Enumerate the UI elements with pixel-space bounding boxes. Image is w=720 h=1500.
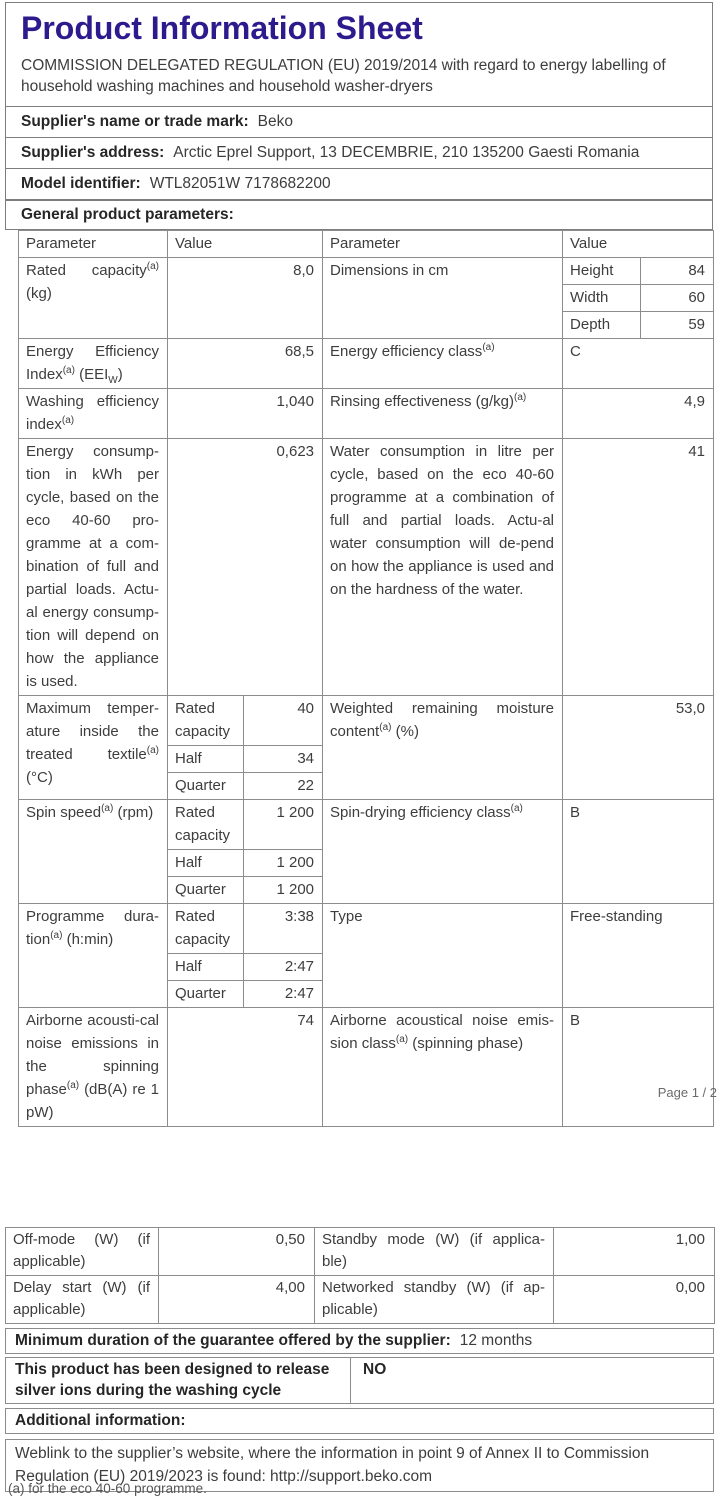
param-rated-capacity bbox=[19, 258, 168, 339]
sub-value-half: 34 bbox=[244, 746, 323, 773]
silver-ions-value: NO bbox=[363, 1361, 387, 1378]
value-washing-index: 1,040 bbox=[168, 389, 323, 439]
header-box bbox=[5, 2, 713, 200]
general-parameters-table bbox=[18, 230, 714, 1127]
value-standby: 1,00 bbox=[554, 1228, 715, 1276]
footnote-ref: (a) bbox=[66, 1080, 80, 1091]
supplier-address-row bbox=[6, 137, 712, 168]
footnote-ref: (a) bbox=[514, 392, 527, 403]
guarantee-value: 12 months bbox=[459, 1332, 533, 1349]
dim-value-height: 84 bbox=[641, 258, 714, 285]
value-delay-start: 4,00 bbox=[159, 1276, 315, 1324]
lower-section bbox=[5, 1227, 714, 1492]
row-energy-consumption bbox=[19, 439, 714, 696]
sub-label-rated: Rated capacity bbox=[168, 800, 244, 850]
label-text: Rinsing effectiveness (g/kg) bbox=[330, 393, 514, 410]
param-delay-start: Delay start (W) (if applicable) bbox=[6, 1276, 159, 1324]
label-text: Spin speed bbox=[26, 804, 102, 821]
table-header-row bbox=[19, 231, 714, 258]
param-off-mode: Off-mode (W) (if applicable) bbox=[6, 1228, 159, 1276]
param-moisture bbox=[323, 696, 563, 800]
param-spin-speed bbox=[19, 800, 168, 904]
sub-value-rated: 1 200 bbox=[244, 800, 323, 850]
param-energy-consumption: Energy consump-tion in kWh per cycle, based on the eco 40-60 pro-gramme at a com-bination of full and partial loads. Actu-al energy consump-tion will depend on how the appliance is used. bbox=[19, 439, 168, 696]
label-text: (rpm) bbox=[113, 804, 154, 821]
param-rinsing bbox=[323, 389, 563, 439]
silver-ions-label: This product has been designed to release silver ions during the washing cycle bbox=[6, 1358, 351, 1403]
footnote-ref: (a) bbox=[146, 261, 159, 272]
footnote-ref: (a) bbox=[379, 722, 392, 733]
value-water-consumption: 41 bbox=[563, 439, 714, 696]
dim-label-height: Height bbox=[563, 258, 641, 285]
subscript-w: W bbox=[108, 375, 118, 386]
label-text: ) bbox=[117, 366, 123, 383]
param-eei bbox=[19, 339, 168, 389]
sub-label-rated: Rated capacity bbox=[168, 696, 244, 746]
sub-value-half: 2:47 bbox=[244, 954, 323, 981]
value-off-mode: 0,50 bbox=[159, 1228, 315, 1276]
sub-value-quarter: 2:47 bbox=[244, 981, 323, 1008]
param-max-temperature bbox=[19, 696, 168, 800]
row-programme-duration bbox=[19, 904, 714, 954]
sub-value-quarter: 1 200 bbox=[244, 877, 323, 904]
value-energy-consumption: 0,623 bbox=[168, 439, 323, 696]
sub-label-half: Half bbox=[168, 954, 244, 981]
param-type: Type bbox=[323, 904, 563, 1008]
footnote-ref: (a) bbox=[510, 803, 523, 814]
row-max-temperature bbox=[19, 696, 714, 746]
param-washing-index bbox=[19, 389, 168, 439]
label-text: (spinning phase) bbox=[408, 1035, 524, 1052]
sub-label-quarter: Quarter bbox=[168, 981, 244, 1008]
footnote-ref: (a) bbox=[62, 365, 75, 376]
value-noise: 74 bbox=[168, 1008, 323, 1127]
supplier-name-value: Beko bbox=[257, 113, 293, 130]
param-energy-class bbox=[323, 339, 563, 389]
page-indicator: Page 1 / 2 bbox=[657, 1085, 717, 1100]
param-standby: Standby mode (W) (if applica-ble) bbox=[315, 1228, 554, 1276]
sub-label-rated: Rated capacity bbox=[168, 904, 244, 954]
title-section bbox=[6, 3, 712, 106]
sub-label-quarter: Quarter bbox=[168, 773, 244, 800]
param-water-consumption: Water consumption in litre per cycle, based on the eco 40-60 programme at a combination of full and partial loads. Actu-al water consumption will de-pend on how the appliance is used and on the hardness of the water. bbox=[323, 439, 563, 696]
supplier-name-row bbox=[6, 106, 712, 137]
param-duration bbox=[19, 904, 168, 1008]
header-parameter-left: Parameter bbox=[19, 231, 168, 258]
label-text: (%) bbox=[391, 723, 419, 740]
dim-value-depth: 59 bbox=[641, 312, 714, 339]
label-text: (kg) bbox=[26, 285, 52, 302]
sub-label-quarter: Quarter bbox=[168, 877, 244, 904]
supplier-name-label: Supplier's name or trade mark: bbox=[21, 113, 249, 130]
model-identifier-row bbox=[6, 168, 712, 199]
label-text: Maximum temper-ature inside the treated textile bbox=[26, 700, 159, 763]
label-text: Airborne acousti-cal noise emissions in the spinning phase bbox=[26, 1012, 159, 1098]
label-text: Weighted remaining moisture content bbox=[330, 700, 555, 740]
model-identifier-value: WTL82051W 7178682200 bbox=[149, 175, 331, 192]
row-off-mode bbox=[6, 1228, 715, 1276]
value-rinsing: 4,9 bbox=[563, 389, 714, 439]
silver-ions-row bbox=[5, 1357, 714, 1404]
value-spin-class: B bbox=[563, 800, 714, 904]
sub-value-quarter: 22 bbox=[244, 773, 323, 800]
footnote-ref: (a) bbox=[395, 1034, 409, 1045]
regulation-text: COMMISSION DELEGATED REGULATION (EU) 2019/2014 with regard to energy labelling of household washing machines and household washer-dryers bbox=[21, 57, 666, 95]
value-eei: 68,5 bbox=[168, 339, 323, 389]
param-dimensions: Dimensions in cm bbox=[323, 258, 563, 339]
additional-information-row: Additional information: bbox=[5, 1408, 714, 1434]
footnote-ref: (a) bbox=[482, 342, 495, 353]
label-text: Airborne acoustical noise emis-sion class bbox=[330, 1012, 555, 1052]
dim-label-depth: Depth bbox=[563, 312, 641, 339]
row-washing-efficiency bbox=[19, 389, 714, 439]
general-parameters-table-wrap bbox=[18, 230, 714, 1127]
sub-label-half: Half bbox=[168, 850, 244, 877]
label-text: Rated capacity bbox=[26, 262, 147, 279]
supplier-address-label: Supplier's address: bbox=[21, 144, 165, 161]
param-noise bbox=[19, 1008, 168, 1127]
supplier-address-value: Arctic Eprel Support, 13 DECEMBRIE, 210 135200 Gaesti Romania bbox=[173, 144, 640, 161]
row-noise-emissions bbox=[19, 1008, 714, 1127]
param-noise-class bbox=[323, 1008, 563, 1127]
label-text: Energy Efficiency Index bbox=[26, 343, 159, 383]
label-text: (h:min) bbox=[62, 931, 114, 948]
header-value-right: Value bbox=[563, 231, 714, 258]
label-text: Spin-drying efficiency class bbox=[330, 804, 511, 821]
label-text: (dB(A) re 1 pW) bbox=[26, 1081, 159, 1121]
value-type: Free-standing bbox=[563, 904, 714, 1008]
weblink-row: Weblink to the supplier’s website, where the information in point 9 of Annex II to Commission Regulation (EU) 2019/2023 is found: http://support.beko.com bbox=[5, 1439, 714, 1492]
value-noise-class: B bbox=[563, 1008, 714, 1127]
label-text: Programme dura-tion bbox=[26, 908, 159, 948]
footnote-ref: (a) bbox=[101, 803, 114, 814]
footnote-ref: (a) bbox=[50, 930, 63, 941]
standby-power-table bbox=[5, 1227, 715, 1324]
label-text: Energy efficiency class bbox=[330, 343, 483, 360]
value-networked-standby: 0,00 bbox=[554, 1276, 715, 1324]
model-identifier-label: Model identifier: bbox=[21, 175, 141, 192]
row-energy-efficiency-index bbox=[19, 339, 714, 389]
param-spin-class bbox=[323, 800, 563, 904]
value-moisture: 53,0 bbox=[563, 696, 714, 800]
row-rated-capacity bbox=[19, 258, 714, 285]
header-parameter-right: Parameter bbox=[323, 231, 563, 258]
row-delay-start bbox=[6, 1276, 715, 1324]
label-text: (°C) bbox=[26, 769, 53, 786]
general-parameters-header: General product parameters: bbox=[5, 200, 713, 230]
sub-value-rated: 40 bbox=[244, 696, 323, 746]
label-text: Washing efficiency index bbox=[26, 393, 159, 433]
label-text: (EEI bbox=[74, 366, 109, 383]
sub-value-half: 1 200 bbox=[244, 850, 323, 877]
sub-label-half: Half bbox=[168, 746, 244, 773]
value-energy-class: C bbox=[563, 339, 714, 389]
footnote: (a) for the eco 40-60 programme. bbox=[8, 1481, 207, 1496]
page-title: Product Information Sheet bbox=[21, 10, 423, 46]
header-value-left: Value bbox=[168, 231, 323, 258]
param-networked-standby: Networked standby (W) (if ap-plicable) bbox=[315, 1276, 554, 1324]
guarantee-label: Minimum duration of the guarantee offered by the supplier: bbox=[15, 1332, 451, 1349]
footnote-ref: (a) bbox=[61, 415, 75, 426]
row-spin-speed bbox=[19, 800, 714, 850]
value-rated-capacity: 8,0 bbox=[168, 258, 323, 339]
footnote-ref: (a) bbox=[146, 745, 159, 756]
dim-label-width: Width bbox=[563, 285, 641, 312]
dim-value-width: 60 bbox=[641, 285, 714, 312]
guarantee-row bbox=[5, 1328, 714, 1354]
sub-value-rated: 3:38 bbox=[244, 904, 323, 954]
